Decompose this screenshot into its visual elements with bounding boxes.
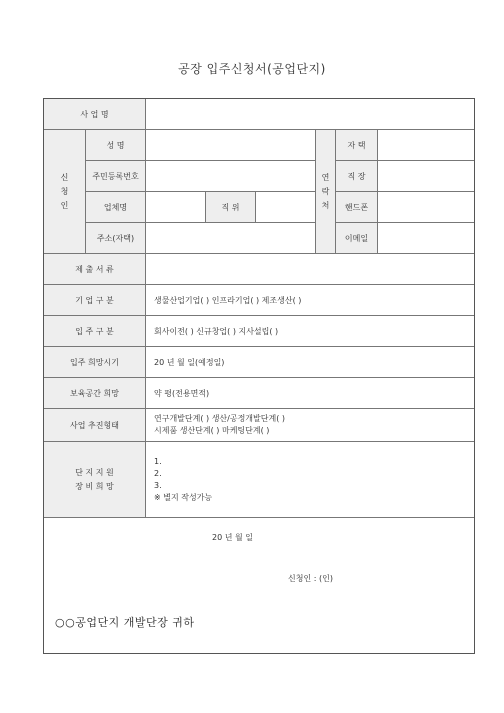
mobile-field[interactable] bbox=[378, 192, 474, 223]
label-mobile: 핸드폰 bbox=[336, 192, 378, 223]
label-address: 주소(자택) bbox=[86, 223, 146, 254]
document-title: 공장 입주신청서(공업단지) bbox=[178, 62, 326, 76]
move-type-field[interactable]: 회사이전( ) 신규창업( ) 지사설립( ) bbox=[146, 316, 474, 347]
office-phone-field[interactable] bbox=[378, 161, 474, 192]
label-company-type: 기 업 구 분 bbox=[44, 285, 146, 316]
support-item-1: 1. bbox=[154, 456, 162, 466]
addressee: ○○공업단지 개발단장 귀하 bbox=[55, 616, 195, 629]
label-stage: 사업 추진형태 bbox=[44, 409, 146, 442]
stage-field[interactable] bbox=[146, 409, 474, 442]
label-support bbox=[44, 442, 146, 518]
stage-line-1: 연구개발단계( ) 생산/공정개발단계( ) bbox=[154, 414, 285, 423]
label-business-name: 사 업 명 bbox=[44, 99, 146, 130]
email-field[interactable] bbox=[378, 223, 474, 254]
label-documents: 제 출 서 류 bbox=[44, 254, 146, 285]
label-applicant-char-3: 인 bbox=[60, 200, 69, 210]
move-date-field[interactable]: 20 년 월 일(예정일) bbox=[146, 347, 474, 378]
label-move-type: 입 주 구 분 bbox=[44, 316, 146, 347]
label-space: 보육공간 희망 bbox=[44, 378, 146, 409]
label-move-date: 입주 희망시기 bbox=[44, 347, 146, 378]
company-type-field[interactable]: 생물산업기업( ) 인프라기업( ) 제조생산( ) bbox=[146, 285, 474, 316]
company-field[interactable] bbox=[146, 192, 206, 223]
position-field[interactable] bbox=[256, 192, 316, 223]
name-field[interactable] bbox=[146, 130, 316, 161]
label-support-line-1: 단 지 지 원 bbox=[75, 467, 114, 477]
label-office-phone: 직 장 bbox=[336, 161, 378, 192]
label-name: 성 명 bbox=[86, 130, 146, 161]
label-resident-id: 주민등록번호 bbox=[86, 161, 146, 192]
label-home-phone: 자 택 bbox=[336, 130, 378, 161]
application-date[interactable]: 20 년 월 일 bbox=[212, 533, 253, 542]
label-applicant-char-2: 청 bbox=[60, 186, 69, 196]
home-phone-field[interactable] bbox=[378, 130, 474, 161]
label-contact-char-1: 연 bbox=[321, 172, 330, 182]
label-contact-char-3: 처 bbox=[321, 200, 330, 210]
documents-field[interactable] bbox=[146, 254, 474, 285]
label-contact-char-2: 락 bbox=[321, 186, 330, 196]
support-field[interactable] bbox=[146, 442, 474, 518]
label-support-line-2: 장 비 희 망 bbox=[75, 481, 114, 491]
support-item-2: 2. bbox=[154, 468, 162, 478]
resident-id-field[interactable] bbox=[146, 161, 316, 192]
label-contact bbox=[316, 130, 336, 254]
label-position: 직 위 bbox=[206, 192, 256, 223]
space-field[interactable]: 약 평(전용면적) bbox=[146, 378, 474, 409]
label-applicant bbox=[44, 130, 86, 254]
label-email: 이메일 bbox=[336, 223, 378, 254]
business-name-field[interactable] bbox=[146, 99, 474, 130]
support-note: ※ 별지 작성가능 bbox=[154, 492, 213, 502]
support-item-3: 3. bbox=[154, 480, 162, 490]
label-company: 업체명 bbox=[86, 192, 146, 223]
label-applicant-char-1: 신 bbox=[60, 172, 69, 182]
applicant-signature[interactable]: 신청인 : (인) bbox=[288, 574, 333, 583]
address-field[interactable] bbox=[146, 223, 316, 254]
stage-line-2: 시제품 생산단계( ) 마케팅단계( ) bbox=[154, 426, 270, 435]
